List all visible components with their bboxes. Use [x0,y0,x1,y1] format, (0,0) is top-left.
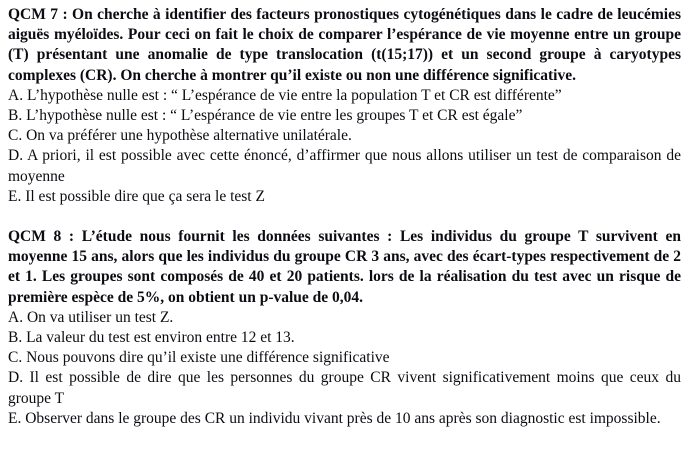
question-qcm8-option-a: A. On va utiliser un test Z. [8,308,174,326]
question-qcm8-option-e: E. Observer dans le groupe des CR un individu vivant près de 10 ans après son diagnostic est impossible. [8,409,661,427]
question-qcm7-stem: QCM 7 : On cherche à identifier des facteurs pronostiques cytogénétiques dans le cadre de leucémies aiguës myéloïdes. Pour ceci on fait le choix de comparer l’espérance de vie moyenne entre un groupe (T) présentant une anomalie de type translocation (t(15;17)) et un second groupe à caryotypes complexes (CR). On cherche à montrer qu’il existe ou non une différence significative. [8,6,681,84]
question-qcm7-option-c: C. On va préférer une hypothèse alternative unilatérale. [8,127,352,145]
question-qcm8-stem: QCM 8 : L’étude nous fournit les données suivantes : Les individus du groupe T survivent en moyenne 15 ans, alors que les individus du groupe CR 3 ans, avec des écart-types respectivement de 2 et 1. Les groupes sont composés de 40 et 20 patients. lors de la réalisation du test avec un risque de première espèce de 5%, on obtient un p-value de 0,04. [8,228,681,306]
question-qcm7-option-d: D. A priori, il est possible avec cette énoncé, d’affirmer que nous allons utiliser un test de comparaison de moyenne [8,147,681,185]
question-qcm7-option-e: E. Il est possible dire que ça sera le test Z [8,187,265,205]
question-qcm8 [8,227,681,429]
question-qcm7 [8,5,681,207]
question-qcm8-option-d: D. Il est possible de dire que les personnes du groupe CR vivent significativement moins que ceux du groupe T [8,369,681,407]
question-qcm8-option-b: B. La valeur du test est environ entre 12 et 13. [8,329,295,347]
question-qcm7-option-b: B. L’hypothèse nulle est : “ L’espérance de vie entre les groupes T et CR est égale” [8,107,523,125]
question-qcm8-option-c: C. Nous pouvons dire qu’il existe une différence significative [8,349,390,367]
question-qcm7-option-a: A. L’hypothèse nulle est : “ L’espérance de vie entre la population T et CR est différente” [8,86,562,104]
